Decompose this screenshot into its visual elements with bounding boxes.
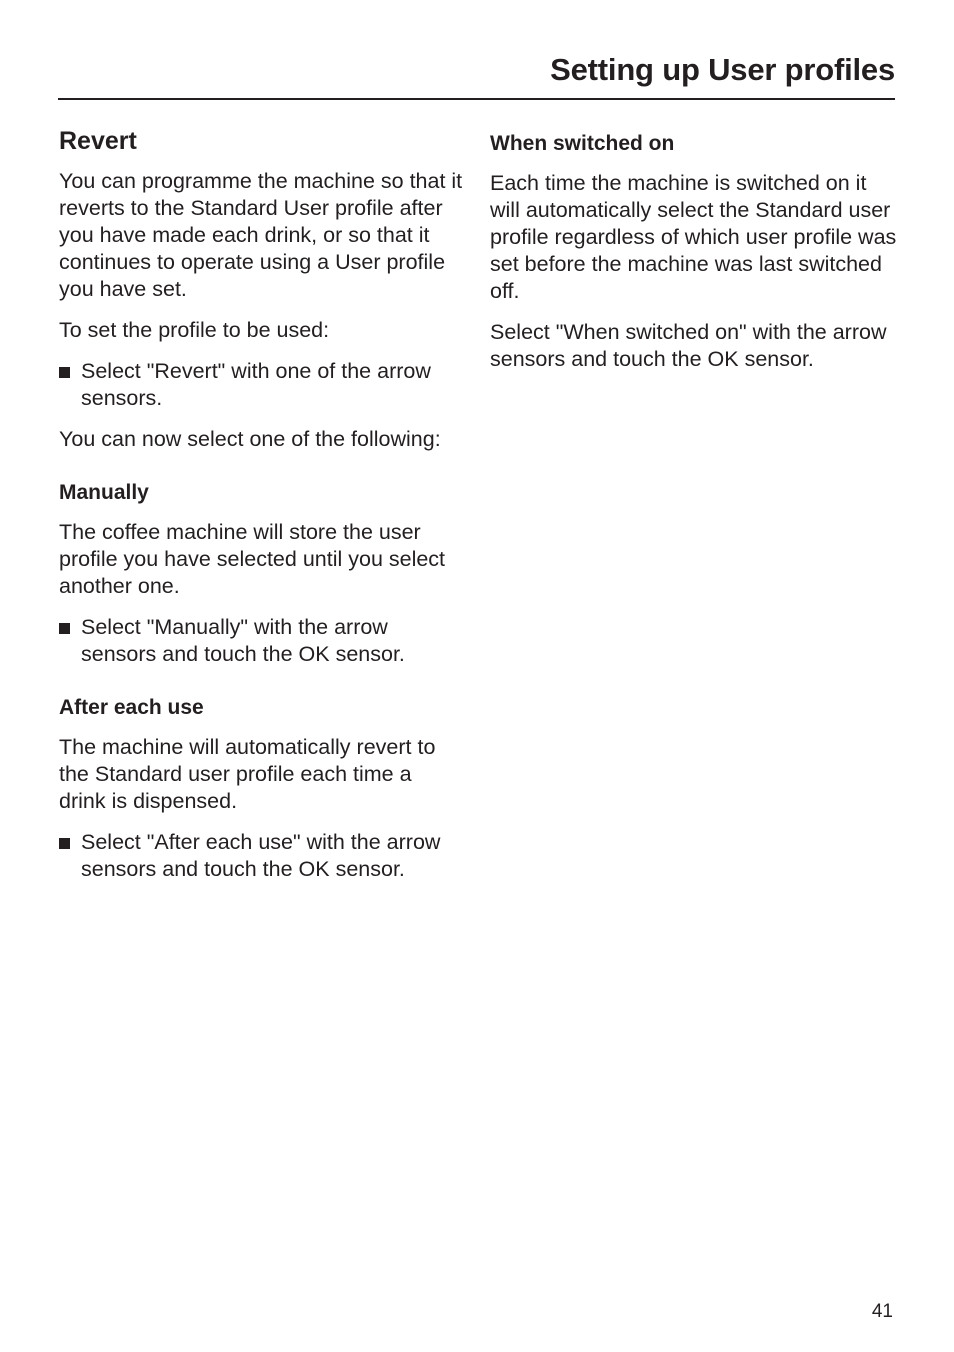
options-paragraph: You can now select one of the following: bbox=[59, 427, 441, 451]
bullet-text: Select "Manually" with the arrow sensors and touch the OK sensor. bbox=[81, 615, 405, 666]
bullet-select-manually bbox=[59, 614, 464, 668]
subheading-after-each-use: After each use bbox=[59, 696, 204, 719]
bullet-select-after-each-use bbox=[59, 829, 464, 883]
bullet-text: Select "After each use" with the arrow sensors and touch the OK sensor. bbox=[81, 830, 441, 881]
revert-intro-paragraph: You can programme the machine so that it reverts to the Standard User profile after you have made each drink, or so that it continues to operate using a User profile you have set. bbox=[59, 169, 463, 301]
square-bullet-icon bbox=[59, 367, 70, 378]
when-switched-on-instruction: Select "When switched on" with the arrow sensors and touch the OK sensor. bbox=[490, 320, 887, 371]
page-title: Setting up User profiles bbox=[550, 52, 895, 87]
when-switched-on-paragraph: Each time the machine is switched on it will automatically select the Standard user profile regardless of which user profile was set before the machine was last switched off. bbox=[490, 171, 897, 303]
after-each-use-paragraph: The machine will automatically revert to the Standard user profile each time a drink is dispensed. bbox=[59, 735, 436, 813]
subheading-manually: Manually bbox=[59, 481, 149, 504]
left-column bbox=[59, 124, 464, 897]
bullet-text: Select "Revert" with one of the arrow sensors. bbox=[81, 359, 431, 410]
set-profile-paragraph: To set the profile to be used: bbox=[59, 318, 330, 342]
square-bullet-icon bbox=[59, 838, 70, 849]
subheading-when-switched-on: When switched on bbox=[490, 132, 675, 155]
manually-paragraph: The coffee machine will store the user profile you have selected until you select another one. bbox=[59, 520, 446, 598]
square-bullet-icon bbox=[59, 623, 70, 634]
page-number: 41 bbox=[871, 1301, 893, 1322]
title-divider bbox=[58, 98, 895, 100]
section-heading-revert: Revert bbox=[59, 127, 137, 155]
right-column bbox=[490, 124, 900, 387]
bullet-select-revert bbox=[59, 358, 464, 412]
